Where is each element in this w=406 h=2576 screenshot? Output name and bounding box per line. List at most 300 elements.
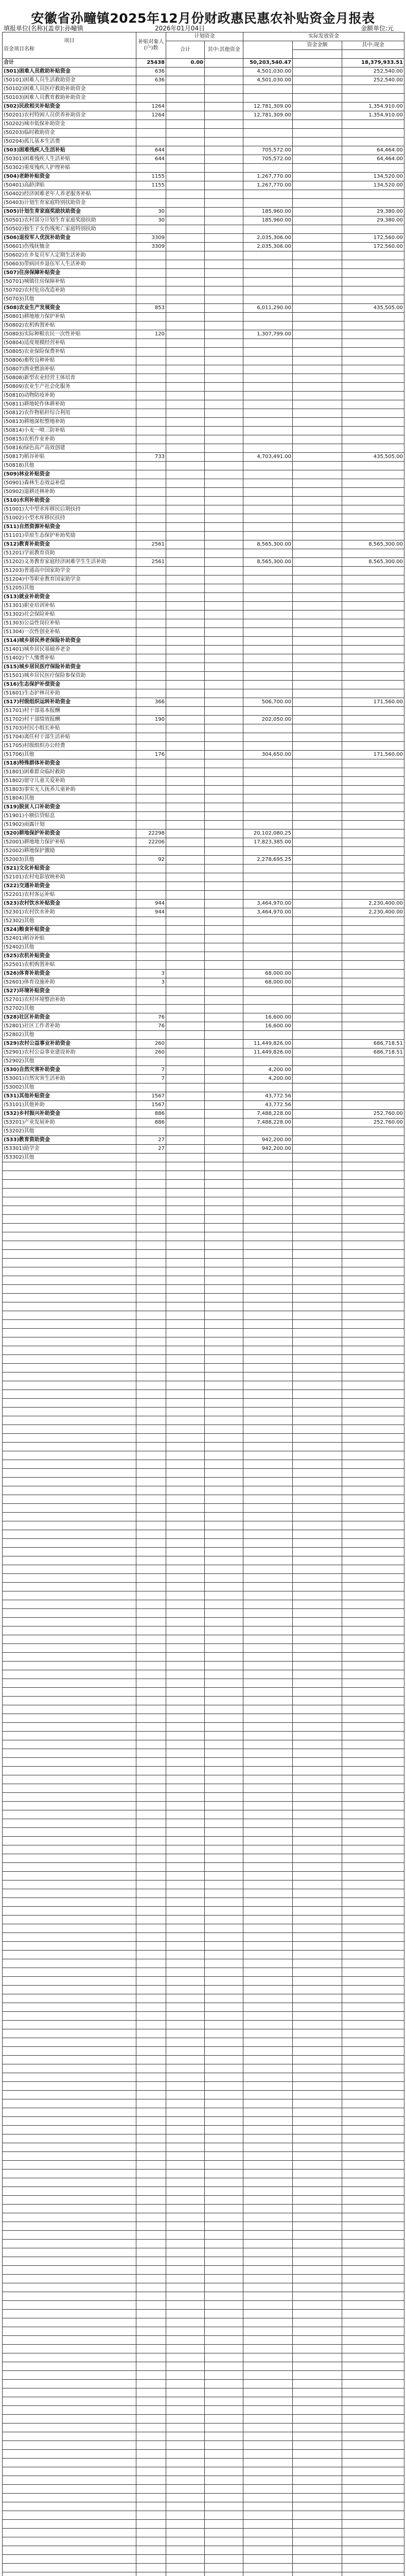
empty-cell [166, 1215, 205, 1224]
plan-other-cell [205, 1145, 243, 1154]
item-name-cell: (503)困难残疾人生活补贴 [3, 146, 136, 155]
empty-row [3, 2432, 404, 2441]
plan-other-cell [205, 1075, 243, 1083]
empty-row [3, 1381, 404, 1390]
households-cell: 27 [136, 1136, 166, 1145]
empty-cell [243, 1907, 293, 1916]
table-row [3, 251, 404, 260]
header-item-name-text: 资金项目名称 [4, 46, 34, 52]
plan-other-cell [205, 821, 243, 829]
grant-cell [293, 400, 342, 409]
empty-cell [293, 1416, 342, 1425]
empty-cell [136, 1513, 166, 1521]
empty-cell [3, 2564, 136, 2572]
households-cell: 2561 [136, 540, 166, 549]
empty-cell [342, 2362, 404, 2371]
empty-row [3, 1968, 404, 1977]
empty-row [3, 2572, 404, 2576]
empty-cell [166, 1679, 205, 1688]
plan-other-cell [205, 164, 243, 173]
plan-total-cell [166, 94, 205, 103]
empty-cell [205, 1968, 243, 1977]
empty-cell [205, 2424, 243, 2432]
cash-cell [342, 514, 404, 523]
empty-cell [3, 1241, 136, 1250]
households-cell [136, 1127, 166, 1136]
item-name-cell: (50201)农村特困人员供养补助资金 [3, 111, 136, 120]
empty-cell [243, 2091, 293, 2099]
grant-cell [293, 120, 342, 129]
empty-cell [205, 2064, 243, 2073]
table-row [3, 628, 404, 637]
empty-cell [293, 2511, 342, 2520]
actual-total-cell: 11,449,826.00 [243, 1040, 293, 1048]
empty-cell [293, 1986, 342, 1994]
empty-cell [342, 1583, 404, 1591]
empty-row [3, 2205, 404, 2213]
plan-other-cell [205, 1066, 243, 1075]
households-cell [136, 549, 166, 558]
empty-row [3, 2012, 404, 2021]
table-row [3, 1154, 404, 1162]
empty-cell [136, 1828, 166, 1837]
plan-other-cell [205, 1154, 243, 1162]
empty-cell [243, 1810, 293, 1819]
empty-cell [243, 2152, 293, 2161]
empty-cell [136, 2257, 166, 2266]
empty-cell [342, 1399, 404, 1408]
empty-row [3, 2021, 404, 2029]
empty-cell [3, 1443, 136, 1451]
empty-cell [136, 2502, 166, 2511]
empty-cell [293, 1872, 342, 1880]
empty-cell [136, 1802, 166, 1810]
empty-cell [293, 2406, 342, 2415]
households-cell [136, 225, 166, 234]
cash-cell [342, 505, 404, 514]
empty-row [3, 1565, 404, 1574]
section-row [3, 970, 404, 978]
item-name-cell: (50801)耕地地力保护补贴 [3, 313, 136, 321]
actual-total-cell: 705,572.00 [243, 155, 293, 164]
empty-cell [136, 1267, 166, 1276]
empty-cell [136, 2371, 166, 2380]
cash-cell [342, 409, 404, 418]
actual-total-cell [243, 567, 293, 575]
empty-cell [205, 2073, 243, 2082]
empty-cell [342, 2187, 404, 2196]
empty-cell [136, 1548, 166, 1556]
empty-cell [342, 1951, 404, 1959]
empty-cell [136, 2038, 166, 2047]
empty-row [3, 1443, 404, 1451]
empty-cell [166, 2502, 205, 2511]
empty-cell [293, 2301, 342, 2310]
empty-cell [3, 1294, 136, 1302]
plan-total-cell [166, 497, 205, 505]
empty-cell [342, 1662, 404, 1670]
empty-cell [3, 2266, 136, 2275]
table-row [3, 164, 404, 173]
cash-cell [342, 593, 404, 602]
empty-row [3, 1399, 404, 1408]
plan-other-cell [205, 1048, 243, 1057]
plan-other-cell [205, 549, 243, 558]
table-row [3, 120, 404, 129]
empty-cell [3, 2178, 136, 2187]
grant-cell [293, 199, 342, 208]
item-name-cell: (507)住房保障补贴资金 [3, 269, 136, 278]
empty-row [3, 1171, 404, 1180]
empty-cell [166, 2152, 205, 2161]
empty-cell [293, 1565, 342, 1574]
item-name-cell: (50804)适度规模经营补贴 [3, 339, 136, 348]
empty-cell [136, 1521, 166, 1530]
empty-cell [205, 2336, 243, 2345]
cash-cell [342, 330, 404, 339]
empty-cell [243, 2511, 293, 2520]
empty-cell [243, 1644, 293, 1653]
cash-cell [342, 199, 404, 208]
plan-total-cell [166, 427, 205, 435]
empty-row [3, 1556, 404, 1565]
plan-other-cell [205, 286, 243, 295]
empty-cell [3, 1285, 136, 1294]
table-row [3, 917, 404, 926]
grant-cell [293, 926, 342, 935]
empty-cell [243, 1880, 293, 1889]
empty-cell [342, 1521, 404, 1530]
empty-cell [243, 1845, 293, 1854]
empty-cell [243, 1294, 293, 1302]
table-row [3, 532, 404, 540]
grant-cell [293, 321, 342, 330]
empty-cell [342, 2126, 404, 2134]
plan-other-cell [205, 611, 243, 619]
empty-row [3, 2353, 404, 2362]
plan-other-cell [205, 243, 243, 251]
actual-total-cell: 2,035,306.00 [243, 234, 293, 243]
empty-cell [293, 1267, 342, 1276]
empty-cell [136, 1723, 166, 1732]
empty-cell [293, 1399, 342, 1408]
empty-cell [342, 1802, 404, 1810]
empty-cell [205, 1942, 243, 1951]
table-row [3, 575, 404, 584]
empty-cell [136, 1872, 166, 1880]
cash-cell [342, 689, 404, 698]
item-name-cell: (50808)新型农业经营主体培育 [3, 374, 136, 383]
grant-cell [293, 339, 342, 348]
plan-other-cell [205, 865, 243, 873]
empty-cell [3, 2380, 136, 2388]
empty-cell [166, 2353, 205, 2362]
plan-total-cell [166, 1127, 205, 1136]
empty-cell [205, 1959, 243, 1968]
grant-cell [293, 444, 342, 453]
empty-cell [243, 1206, 293, 1215]
cash-cell [342, 269, 404, 278]
empty-cell [3, 1810, 136, 1819]
empty-row [3, 1907, 404, 1916]
empty-cell [205, 1513, 243, 1521]
empty-cell [342, 2240, 404, 2248]
actual-total-cell: 43,772.56 [243, 1092, 293, 1101]
empty-cell [166, 2170, 205, 2178]
empty-cell [166, 2056, 205, 2064]
actual-total-cell [243, 392, 293, 400]
actual-total-cell: 942,200.00 [243, 1136, 293, 1145]
empty-row [3, 1828, 404, 1837]
empty-cell [136, 1942, 166, 1951]
empty-cell [342, 1267, 404, 1276]
item-name-cell: (51803)事实无人抚养儿童补助 [3, 786, 136, 794]
cash-cell: 1,354,910.00 [342, 103, 404, 111]
actual-total-cell: 12,781,309.00 [243, 111, 293, 120]
empty-row [3, 1758, 404, 1767]
cash-cell [342, 1083, 404, 1092]
empty-row [3, 1732, 404, 1740]
grant-cell [293, 1048, 342, 1057]
table-row [3, 847, 404, 856]
empty-cell [205, 2231, 243, 2240]
cash-cell [342, 1127, 404, 1136]
empty-cell [166, 1259, 205, 1267]
plan-total-cell [166, 225, 205, 234]
item-name-cell: (50810)动物防疫补助 [3, 392, 136, 400]
empty-cell [243, 1635, 293, 1644]
plan-total-cell [166, 663, 205, 672]
empty-row [3, 1705, 404, 1714]
empty-cell [166, 1758, 205, 1767]
empty-cell [205, 1916, 243, 1924]
empty-cell [243, 1793, 293, 1802]
households-cell [136, 505, 166, 514]
cash-cell [342, 584, 404, 593]
households-cell: 636 [136, 67, 166, 76]
empty-cell [243, 1399, 293, 1408]
empty-row [3, 1276, 404, 1285]
grant-cell [293, 313, 342, 321]
empty-cell [136, 1197, 166, 1206]
item-name-cell: (529)农村公益事业补助资金 [3, 1040, 136, 1048]
empty-cell [166, 1854, 205, 1863]
cash-cell [342, 978, 404, 987]
empty-row [3, 1521, 404, 1530]
empty-cell [205, 2310, 243, 2318]
cash-cell [342, 1145, 404, 1154]
empty-row [3, 2038, 404, 2047]
item-name-cell: (53001)自然灾害生活补助 [3, 1075, 136, 1083]
empty-cell [293, 2056, 342, 2064]
empty-cell [136, 2021, 166, 2029]
empty-cell [293, 1653, 342, 1662]
empty-cell [243, 1495, 293, 1504]
plan-other-cell [205, 952, 243, 961]
grant-cell [293, 243, 342, 251]
plan-other-cell [205, 891, 243, 900]
empty-cell [342, 2467, 404, 2476]
empty-cell [293, 2047, 342, 2056]
empty-cell [166, 1977, 205, 1986]
actual-total-cell: 20,102,080.25 [243, 829, 293, 838]
empty-cell [166, 1416, 205, 1425]
plan-total-cell [166, 987, 205, 996]
empty-cell [243, 1259, 293, 1267]
plan-total-cell [166, 1013, 205, 1022]
cash-cell [342, 847, 404, 856]
empty-cell [293, 2029, 342, 2038]
empty-cell [342, 1740, 404, 1749]
empty-cell [205, 2564, 243, 2572]
empty-cell [243, 1863, 293, 1872]
cash-cell [342, 803, 404, 812]
empty-cell [243, 2371, 293, 2380]
item-name-cell: (50812)农作物秸秆综合利用 [3, 409, 136, 418]
actual-total-cell [243, 427, 293, 435]
money-unit: 金额单位:元 [361, 25, 394, 32]
table-row [3, 1083, 404, 1092]
empty-cell [293, 2117, 342, 2126]
empty-cell [166, 1591, 205, 1600]
empty-cell [136, 2476, 166, 2485]
households-cell [136, 286, 166, 295]
empty-cell [166, 2362, 205, 2371]
empty-cell [136, 2134, 166, 2143]
empty-cell [243, 2056, 293, 2064]
grant-cell [293, 549, 342, 558]
plan-total-cell [166, 1136, 205, 1145]
actual-total-cell [243, 1127, 293, 1136]
section-row [3, 173, 404, 181]
households-cell: 636 [136, 76, 166, 85]
item-name-cell: (50806)畜牧良种补贴 [3, 357, 136, 365]
empty-cell [243, 1889, 293, 1898]
empty-cell [293, 1705, 342, 1714]
cash-cell [342, 321, 404, 330]
empty-cell [205, 2283, 243, 2292]
empty-cell [136, 1653, 166, 1662]
table-row [3, 488, 404, 497]
empty-cell [136, 1986, 166, 1994]
item-name-cell: (51301)职业培训补贴 [3, 602, 136, 611]
plan-total-cell [166, 251, 205, 260]
grant-cell [293, 225, 342, 234]
actual-total-cell [243, 777, 293, 786]
section-row [3, 698, 404, 707]
empty-cell [3, 1898, 136, 1907]
item-name-cell: (51302)社会保险补贴 [3, 611, 136, 619]
empty-cell [166, 1697, 205, 1705]
cash-cell [342, 952, 404, 961]
empty-cell [243, 1916, 293, 1924]
header-cash-sub [342, 50, 404, 59]
empty-cell [205, 2134, 243, 2143]
empty-cell [166, 2406, 205, 2415]
plan-total-cell [166, 260, 205, 269]
plan-other-cell [205, 908, 243, 917]
empty-cell [136, 1539, 166, 1548]
households-cell [136, 865, 166, 873]
empty-cell [166, 1574, 205, 1583]
plan-other-cell [205, 348, 243, 357]
plan-other-cell [205, 689, 243, 698]
empty-cell [3, 1565, 136, 1574]
item-name-cell: (531)其他补贴资金 [3, 1092, 136, 1101]
empty-cell [205, 2459, 243, 2467]
empty-cell [136, 1171, 166, 1180]
empty-cell [136, 1530, 166, 1539]
cash-cell [342, 567, 404, 575]
empty-cell [205, 1180, 243, 1189]
item-name-cell: (50901)森林生态效益补偿 [3, 479, 136, 488]
empty-cell [205, 1189, 243, 1197]
empty-cell [3, 1644, 136, 1653]
plan-total-cell [166, 794, 205, 803]
empty-cell [293, 1670, 342, 1679]
grant-cell [293, 786, 342, 794]
actual-total-cell [243, 873, 293, 882]
actual-total-cell [243, 164, 293, 173]
grant-cell [293, 532, 342, 540]
empty-row [3, 1469, 404, 1478]
empty-row [3, 2380, 404, 2388]
empty-cell [205, 1232, 243, 1241]
empty-cell [243, 1329, 293, 1337]
empty-cell [3, 1600, 136, 1609]
table-row [3, 812, 404, 821]
report-title: 安徽省孙疃镇2025年12月份财政惠民惠农补贴资金月报表 [31, 11, 375, 26]
plan-other-cell [205, 1110, 243, 1118]
empty-cell [136, 1381, 166, 1390]
empty-cell [3, 1548, 136, 1556]
actual-total-cell: 68,000.00 [243, 978, 293, 987]
empty-cell [293, 2170, 342, 2178]
item-name-cell: (504)老龄补贴资金 [3, 173, 136, 181]
actual-total-cell [243, 339, 293, 348]
empty-cell [205, 1486, 243, 1495]
item-name-cell: (50702)农村危房改造补助 [3, 286, 136, 295]
empty-cell [243, 2082, 293, 2091]
plan-other-cell [205, 575, 243, 584]
empty-cell [205, 1162, 243, 1171]
empty-cell [3, 1924, 136, 1933]
empty-cell [293, 2450, 342, 2459]
empty-cell [205, 2248, 243, 2257]
empty-cell [3, 1460, 136, 1469]
households-cell [136, 435, 166, 444]
empty-cell [3, 2213, 136, 2222]
grant-cell [293, 497, 342, 505]
empty-cell [243, 1478, 293, 1486]
empty-cell [243, 2021, 293, 2029]
empty-cell [166, 1556, 205, 1565]
empty-cell [136, 1968, 166, 1977]
item-name-cell: (51703)村民小组长补贴 [3, 724, 136, 733]
cash-cell [342, 1057, 404, 1066]
plan-other-cell [205, 847, 243, 856]
empty-cell [342, 1591, 404, 1600]
empty-cell [243, 2205, 293, 2213]
empty-cell [136, 1854, 166, 1863]
households-cell [136, 768, 166, 777]
table-row [3, 278, 404, 286]
empty-cell [136, 2450, 166, 2459]
empty-cell [342, 1346, 404, 1355]
empty-cell [136, 1416, 166, 1425]
empty-cell [136, 1916, 166, 1924]
table-row [3, 365, 404, 374]
